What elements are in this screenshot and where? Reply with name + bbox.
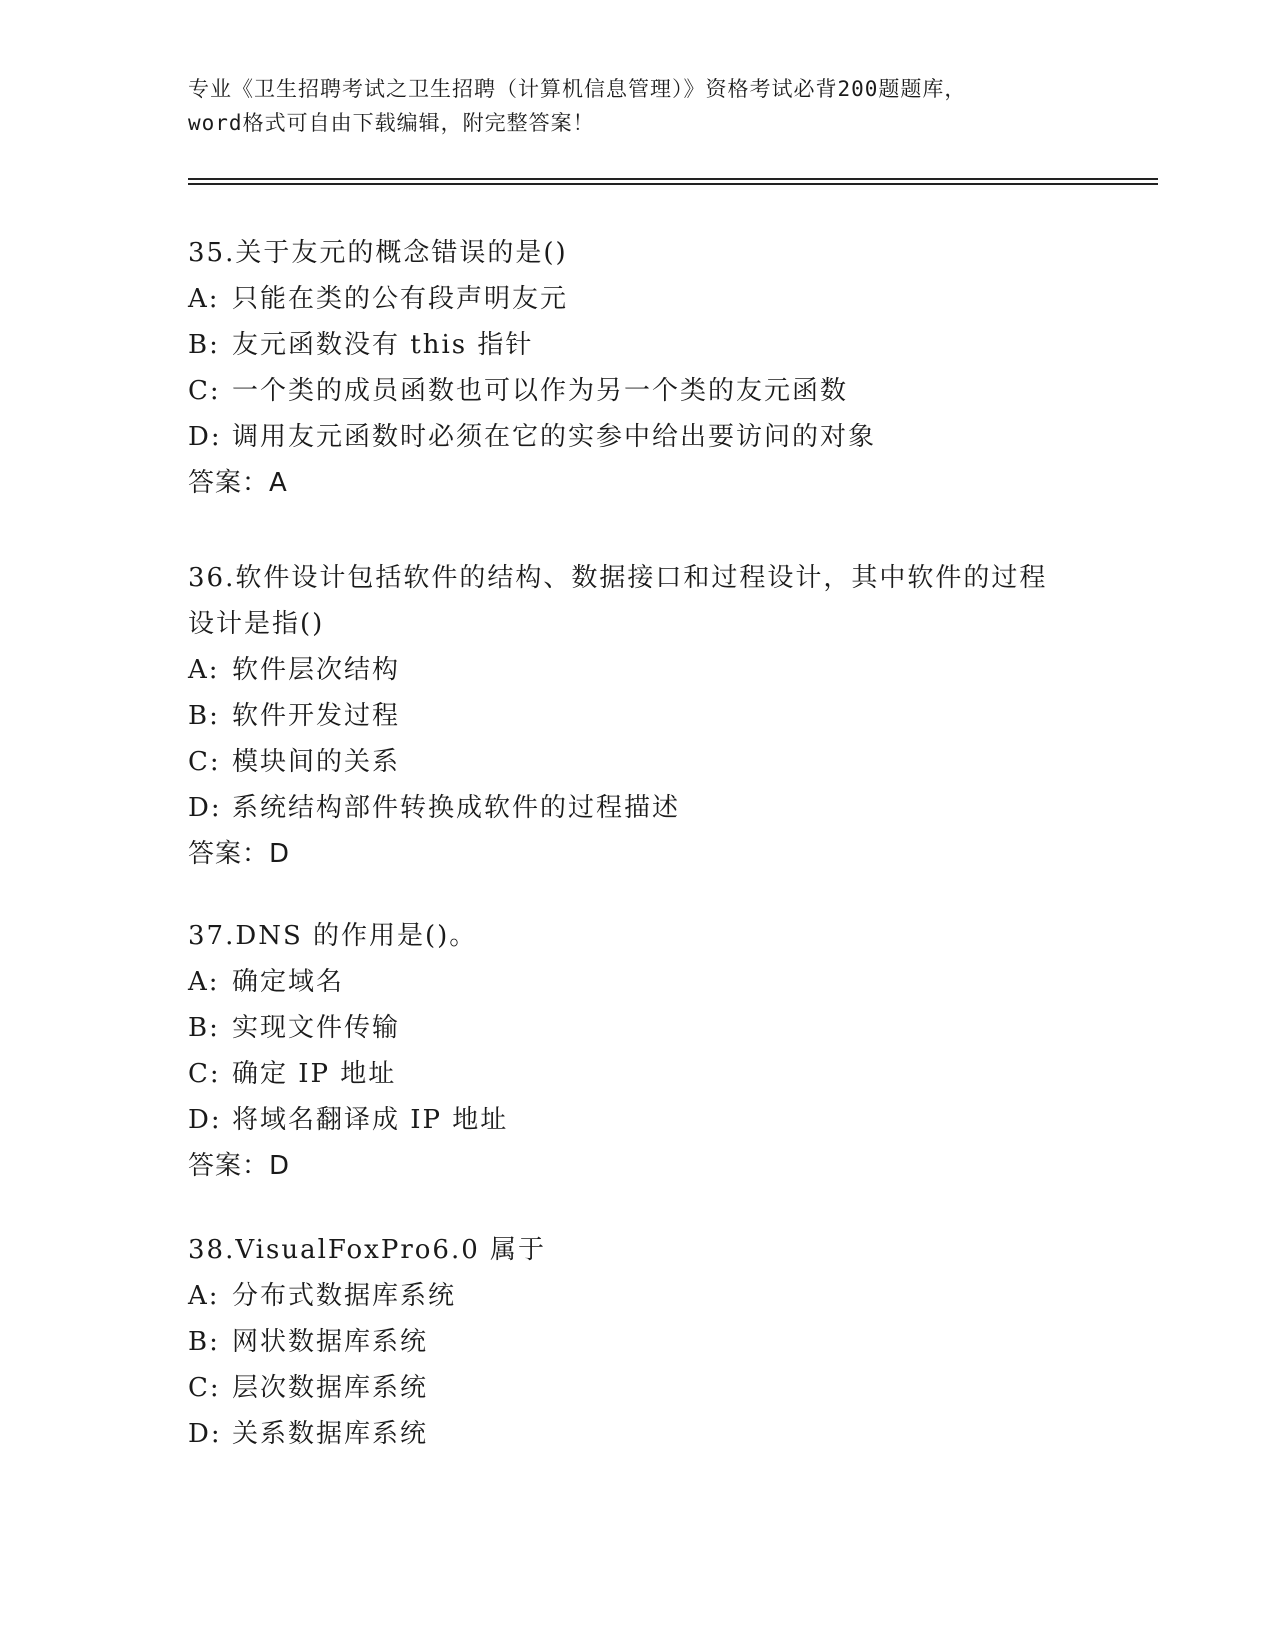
option-text: 实现文件传输 [232, 1013, 401, 1043]
option-letter: A: [188, 967, 220, 997]
option-text: 调用友元函数时必须在它的实参中给出要访问的对象 [232, 422, 877, 452]
option-d [188, 1411, 1088, 1457]
option-letter: C: [188, 1373, 221, 1403]
question-38 [188, 1227, 1088, 1457]
option-d [188, 785, 1088, 831]
question-35 [188, 230, 1088, 506]
option-b [188, 1005, 1088, 1051]
question-stem: 38.VisualFoxPro6.0 属于 [188, 1235, 547, 1265]
option-text: 模块间的关系 [232, 747, 401, 777]
option-b [188, 322, 1088, 368]
question-36 [188, 555, 1088, 877]
option-letter: D: [188, 1105, 222, 1135]
option-letter: A: [188, 655, 220, 685]
option-letter: D: [188, 793, 222, 823]
document-header [188, 72, 1088, 140]
option-d [188, 1097, 1088, 1143]
option-text: 一个类的成员函数也可以作为另一个类的友元函数 [232, 376, 849, 406]
question-stem-line-1: 36.软件设计包括软件的结构、数据接口和过程设计，其中软件的过程 [188, 563, 1048, 593]
answer: 答案：D [188, 839, 291, 869]
option-letter: B: [188, 1327, 220, 1357]
option-a [188, 1273, 1088, 1319]
option-a [188, 276, 1088, 322]
option-c [188, 739, 1088, 785]
option-text: 确定域名 [232, 967, 345, 997]
option-c [188, 368, 1088, 414]
option-text: 系统结构部件转换成软件的过程描述 [232, 793, 681, 823]
option-letter: B: [188, 701, 220, 731]
option-text: 友元函数没有 this 指针 [232, 330, 534, 360]
option-text: 分布式数据库系统 [232, 1281, 457, 1311]
option-text: 只能在类的公有段声明友元 [232, 284, 569, 314]
option-letter: B: [188, 1013, 220, 1043]
option-letter: C: [188, 376, 221, 406]
option-text: 软件开发过程 [232, 701, 401, 731]
header-divider-bottom [188, 183, 1158, 185]
option-letter: C: [188, 747, 221, 777]
answer: 答案：D [188, 1151, 291, 1181]
option-a [188, 959, 1088, 1005]
option-letter: A: [188, 1281, 220, 1311]
question-stem: 37.DNS 的作用是()。 [188, 921, 478, 951]
answer: 答案：A [188, 468, 288, 498]
option-text: 确定 IP 地址 [232, 1059, 397, 1089]
option-letter: B: [188, 330, 220, 360]
question-stem-line-2: 设计是指() [188, 609, 325, 639]
option-letter: D: [188, 1419, 222, 1449]
option-text: 将域名翻译成 IP 地址 [232, 1105, 509, 1135]
option-letter: C: [188, 1059, 221, 1089]
question-stem: 35.关于友元的概念错误的是() [188, 238, 568, 268]
option-text: 层次数据库系统 [232, 1373, 429, 1403]
header-line-1: 专业《卫生招聘考试之卫生招聘（计算机信息管理）》资格考试必背200题题库， [188, 77, 967, 101]
header-line-2: word格式可自由下载编辑，附完整答案！ [188, 111, 595, 135]
option-text: 网状数据库系统 [232, 1327, 429, 1357]
option-text: 软件层次结构 [232, 655, 401, 685]
option-d [188, 414, 1088, 460]
option-a [188, 647, 1088, 693]
option-c [188, 1051, 1088, 1097]
option-letter: D: [188, 422, 222, 452]
option-c [188, 1365, 1088, 1411]
option-b [188, 1319, 1088, 1365]
header-divider-top [188, 178, 1158, 180]
option-letter: A: [188, 284, 220, 314]
option-b [188, 693, 1088, 739]
question-37 [188, 913, 1088, 1189]
option-text: 关系数据库系统 [232, 1419, 429, 1449]
